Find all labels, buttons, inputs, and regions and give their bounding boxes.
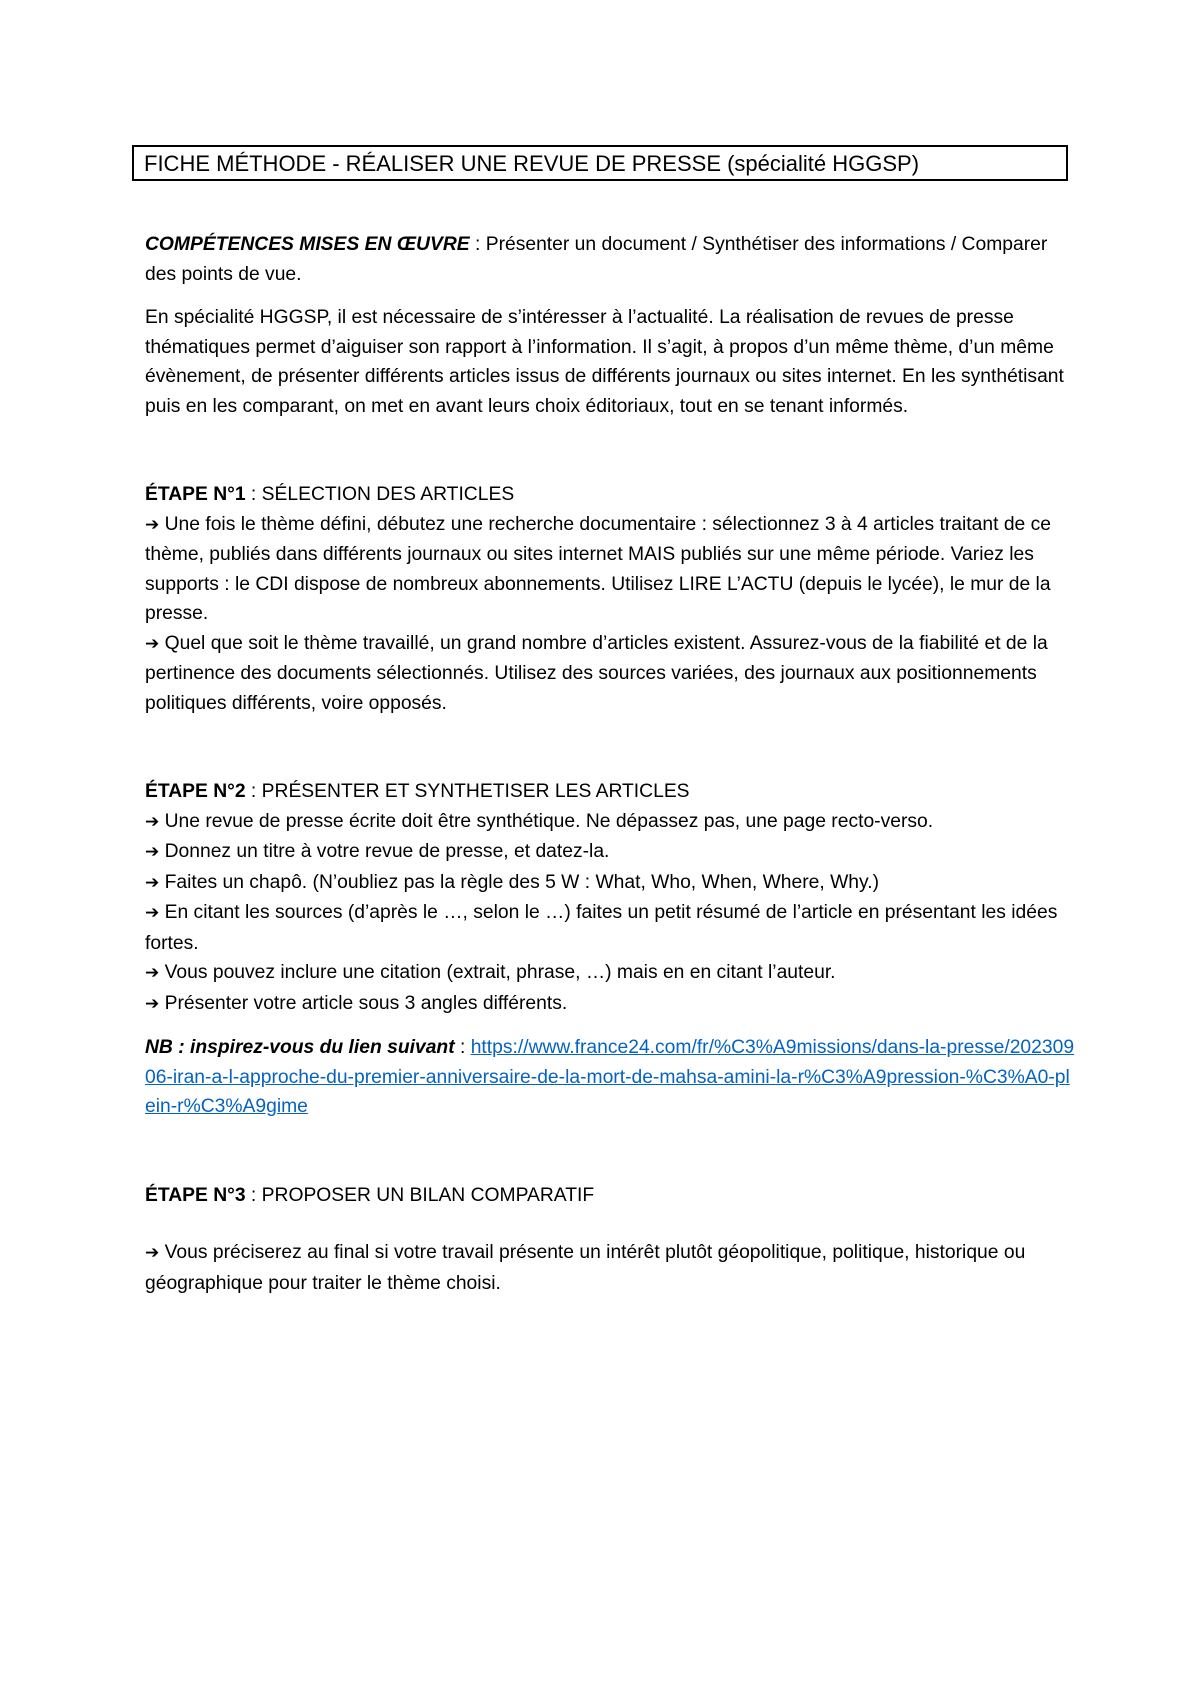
etape3-item <box>145 1238 1075 1298</box>
arrow-icon: ➔ <box>145 903 160 923</box>
etape3-item-text: Vous préciserez au final si votre travail présente un intérêt plutôt géopolitique, politique, historique ou géographique pour traiter le thème choisi. <box>145 1242 1026 1294</box>
etape2-title: PRÉSENTER ET SYNTHETISER LES ARTICLES <box>261 781 690 802</box>
etape3-heading <box>145 1181 1075 1211</box>
etape2-item <box>145 989 1075 1020</box>
arrow-icon: ➔ <box>145 872 160 893</box>
etape1-item <box>145 629 1075 719</box>
etape3-label: ÉTAPE N°3 <box>145 1184 246 1206</box>
etape2-separator: : <box>245 781 262 802</box>
etape1-item <box>145 510 1075 629</box>
etape1-item-text: Quel que soit le thème travaillé, un grand nombre d’articles existent. Assurez-vous de la fiabilité et de la pertinence des documents sélectionnés. Utilisez des sources variées, des journaux aux positionnements politiques différents, voire opposés. <box>145 632 1048 714</box>
etape2-item-text: Une revue de presse écrite doit être synthétique. Ne dépassez pas, une page recto-verso. <box>164 810 934 832</box>
etape2-label: ÉTAPE N°2 <box>145 781 246 802</box>
arrow-icon: ➔ <box>145 1243 160 1263</box>
etape3-title: PROPOSER UN BILAN COMPARATIF <box>261 1184 595 1206</box>
arrow-icon: ➔ <box>145 963 160 983</box>
arrow-icon: ➔ <box>145 842 160 862</box>
etape2-item-text: Présenter votre article sous 3 angles différents. <box>164 992 568 1014</box>
arrow-icon: ➔ <box>145 993 160 1014</box>
arrow-icon: ➔ <box>145 811 160 832</box>
nb-paragraph <box>145 1033 1075 1122</box>
etape2-item-text: En citant les sources (d’après le …, selon le …) faites un petit résumé de l’article en présentant les idées fortes. <box>145 902 1058 954</box>
etape2-item-text: Faites un chapô. (N’oubliez pas la règle des 5 W : What, Who, When, Where, Why.) <box>164 871 880 893</box>
etape2-item <box>145 958 1075 989</box>
etape2-item <box>145 868 1075 899</box>
competences-label: COMPÉTENCES MISES EN ŒUVRE <box>145 234 470 255</box>
etape2-heading <box>145 777 1075 807</box>
intro-paragraph: En spécialité HGGSP, il est nécessaire de s’intéresser à l’actualité. La réalisation de revues de presse thématiques permet d’aiguiser son rapport à l’information. Il s’agit, à propos d’un même thème, d’un même évènement, de présenter différents articles issus de différents journaux ou sites internet. En les synthétisant puis en les comparant, on met en avant leurs choix éditoriaux, tout en se tenant informés. <box>145 307 1064 417</box>
etape1-heading <box>145 480 1075 510</box>
nb-separator: : <box>454 1037 471 1058</box>
competences-separator: : <box>469 234 486 255</box>
competences-text: Présenter un document / Synthétiser des informations / Comparer des points de vue. <box>145 234 1048 285</box>
etape2-item-text: Donnez un titre à votre revue de presse, et datez-la. <box>164 841 610 862</box>
etape1-separator: : <box>245 484 262 505</box>
document-body <box>145 230 1075 1298</box>
etape2-item-text: Vous pouvez inclure une citation (extrait, phrase, …) mais en en citant l’auteur. <box>164 962 836 983</box>
france24-link[interactable]: https://www.france24.com/fr/%C3%A9missions/dans-la-presse/20230906-iran-a-l-approche-du-premier-anniversaire-de-la-mort-de-mahsa-amini-la-r%C3%A9pression-%C3%A0-plein-r%C3%A9gime <box>145 1037 1075 1117</box>
etape1-label: ÉTAPE N°1 <box>145 484 246 505</box>
page-title: FICHE MÉTHODE - RÉALISER UNE REVUE DE PRESSE (spécialité HGGSP) <box>132 145 1068 181</box>
etape2-item <box>145 837 1075 868</box>
etape3-separator: : <box>245 1184 262 1206</box>
competences-paragraph <box>145 230 1075 289</box>
arrow-icon: ➔ <box>145 633 160 654</box>
etape1-item-text: Une fois le thème défini, débutez une recherche documentaire : sélectionnez 3 à 4 articles traitant de ce thème, publiés dans différents journaux ou sites internet MAIS publiés sur une même période. Variez les supports : le CDI dispose de nombreux abonnements. Utilisez LIRE L’ACTU (depuis le lycée), le mur de la presse. <box>145 513 1051 624</box>
arrow-icon: ➔ <box>145 514 160 535</box>
etape2-item <box>145 898 1075 958</box>
etape1-title: SÉLECTION DES ARTICLES <box>261 484 515 505</box>
nb-label: NB : inspirez-vous du lien suivant <box>145 1037 455 1058</box>
etape2-item <box>145 807 1075 838</box>
